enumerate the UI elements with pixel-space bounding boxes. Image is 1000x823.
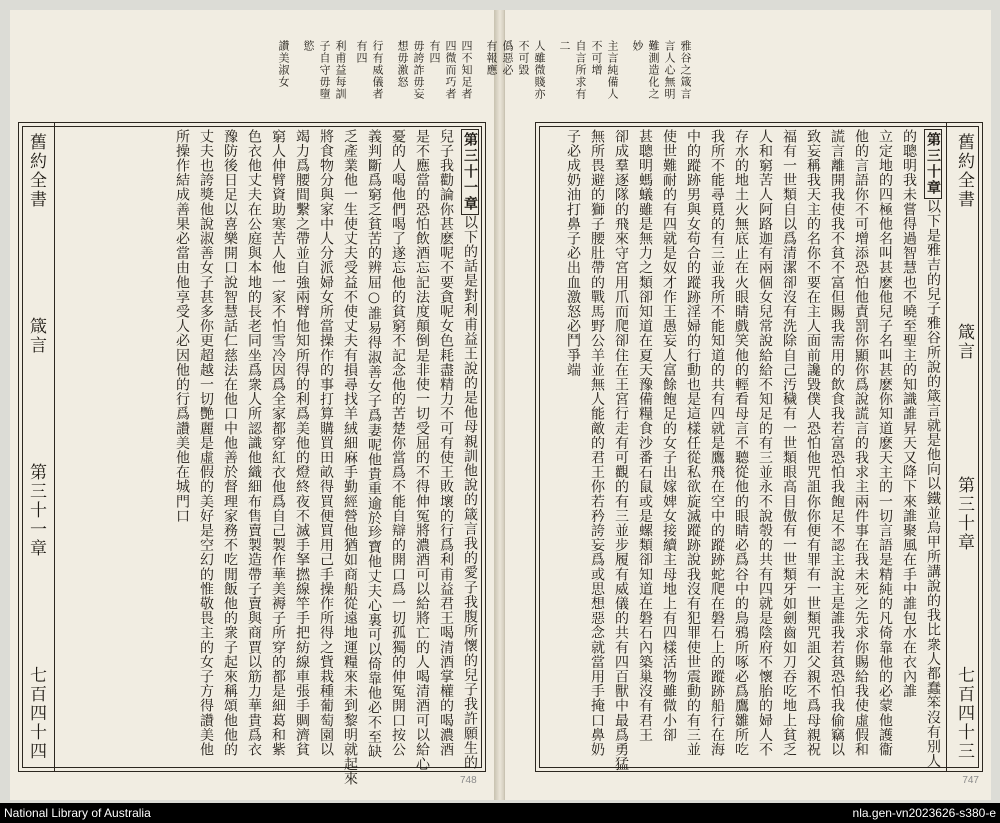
text-line: 的聰明我未嘗得過智慧也不曉至聖主的知識誰昇天又降下來誰聚風在手中誰包水在衣內誰 <box>901 129 917 699</box>
header-note-group <box>278 40 289 120</box>
header-note-line: 自言所求有 <box>574 40 587 100</box>
header-note-line: 讚美淑女 <box>277 40 290 88</box>
header-note-line: 二 <box>558 40 571 52</box>
header-note-group <box>486 40 545 120</box>
text-line: 以下的話是對利甫益王說的是他母親訓他說的箴言我的愛子我腹所懷的兒子我許願生的 <box>462 215 478 770</box>
header-note-line: 行有威儀者 <box>371 40 384 100</box>
text-line: 福有一世類自以爲清潔卻沒有洗除自己汚穢有一世類眼高目傲有一世類牙如劍齒如刀吞吃地上貧乏 <box>781 129 797 757</box>
footer-record-id: nla.gen-vn2023626-s380-e <box>852 806 996 820</box>
header-note-line: 妙 <box>631 40 644 52</box>
text-line: 憂的人喝他們喝了遂忘他的貧窮不記念他的苦楚你當爲不能自辯的開口爲一切孤獨的伸冤開口按公 <box>390 129 406 757</box>
left-chapter-label: 第三十一章 <box>26 463 46 558</box>
body-column <box>456 129 478 770</box>
footer-library-name: National Library of Australia <box>4 806 151 820</box>
header-note-group <box>397 40 472 120</box>
right-header-notes <box>356 40 691 120</box>
chapter-heading: 第三十章 <box>924 129 942 199</box>
text-line: 他的言語你不可增添恐怕他責罰你顯你爲說謊言的我求主兩件事在我未死之先求你賜給我使虛假和 <box>853 129 869 757</box>
right-chapter-label: 第三十章 <box>954 475 974 552</box>
text-line: 乏產業他一生使丈夫受益不使丈夫有損尋找羊絨細麻手勤經營他猶如商船從遠地運糧來未到黎明就起來 <box>342 129 358 786</box>
header-note-line: 想毋激怒 <box>396 40 409 88</box>
left-page-number: 七百四十四 <box>26 666 46 761</box>
header-note-group <box>356 40 383 120</box>
header-note-line: 不可增 <box>590 40 603 76</box>
text-line: 我所不能尋覓的有三並我所不能知道的共有四就是鷹飛在空中的蹤跡蛇爬在磐石上的蹤跡船行在海 <box>709 129 725 757</box>
header-note-line: 四微而巧者 <box>444 40 457 100</box>
text-line: 將食物分與家中人分派婦女所當操作的事打算購買田畝得買便買用己手操作所得之貲栽種葡萄園以 <box>318 129 334 757</box>
header-note-line: 毋誇詐毋妄 <box>412 40 425 100</box>
header-note-line: 子自守毋墮 <box>318 40 331 100</box>
header-note-line: 僞惡必 <box>501 40 514 76</box>
text-line: 窮人伸臂資助寒苦人他一家不怕雪冷因爲全家都穿紅衣他爲自己製作華美褥子所穿的都是細葛和紫 <box>270 129 286 757</box>
right-margin-column <box>946 123 982 771</box>
left-page <box>10 10 497 800</box>
text-line: 子必成奶油打鼻子必出血激怒必鬥爭端 <box>565 129 581 378</box>
right-text-frame <box>535 122 983 772</box>
header-note-line: 四不知足者 <box>460 40 473 100</box>
header-note-line: 言人心無明 <box>663 40 676 100</box>
header-note-line: 慾 <box>302 40 315 52</box>
header-note-line: 人雖微賤亦 <box>533 40 546 100</box>
text-line: 丈夫也誇獎他說淑善女子甚多你更超越一切艷麗是虛假的美好是空幻的惟敬畏主的女子方得讚美他 <box>198 129 214 757</box>
text-line: 以下是雅吉的兒子雅谷所說的箴言就是他向以鐵並烏甲所講說的我比衆人都蠢笨沒有別人 <box>925 199 941 769</box>
right-page-number: 七百四十三 <box>954 665 974 761</box>
header-note-line: 利甫益每訓 <box>334 40 347 100</box>
text-line: 存水的地土火無底止在火眼睛戲笑他的輕看母言不聽從他的眼睛必爲谷中的鳥鴉所啄必爲鷹雛所吃 <box>733 129 749 757</box>
header-note-line: 有報應 <box>485 40 498 76</box>
header-note-group <box>632 40 691 120</box>
footer-bar <box>0 803 1000 823</box>
text-line: 卻成羣逐隊的飛來守宮用爪而爬卻住在王宮行走有可觀的有三並步履有威儀的共有四百獸中最爲勇猛 <box>613 129 629 772</box>
left-pencil-number: 748 <box>460 775 477 786</box>
header-note-line: 不可毀 <box>517 40 530 76</box>
header-note-line: 主言純備人 <box>606 40 619 100</box>
left-section-title: 箴言 <box>26 317 46 355</box>
text-line: 甚聰明螞蟻雖是無力之類卻知道在夏天豫備糧食沙番石鼠或是螺類卻知道在磐石內築巢沒有君王 <box>637 129 653 743</box>
text-line: 所操作結成善果必當由他享受人必因他的行爲讚美他在城門口 <box>174 129 190 524</box>
header-note-group <box>303 40 346 120</box>
header-note-group <box>559 40 618 120</box>
body-column <box>919 129 941 769</box>
text-line: 人和窮苦人阿路迦有兩個女兒常說給給不知足的有三並永不說彀的共有四就是陰府不懷胎的婦人不 <box>757 129 773 757</box>
header-note-line: 有四 <box>355 40 368 64</box>
text-line: 竭力爲腰間繫之帶並自強兩臂他知所得的利爲美他的燈終夜不滅手拏撚線竿手把紡線車張手賙濟貧 <box>294 129 310 757</box>
left-header-notes <box>278 40 346 120</box>
header-note-line: 雅谷之箴言 <box>679 40 692 100</box>
left-book-title: 舊約全書 <box>26 133 46 209</box>
text-line: 無所畏避的獅子腰肚帶的戰馬野公羊並無人能敵的君王你若矜誇妄爲或思想惡念就當用手掩口鼻奶 <box>589 129 605 757</box>
text-line: 致妄稱我天主的名你不要在主人面前讒毀僕人恐怕他咒詛你你便有罪有一世類咒詛父親不爲母親祝 <box>805 129 821 757</box>
right-pencil-number: 747 <box>962 775 979 786</box>
left-margin-column <box>19 123 55 771</box>
header-note-line: 難測造化之 <box>647 40 660 100</box>
text-line: 中的蹤跡男與女苟合的蹤跡淫婦的行動也是這樣任從私欲旋滅蹤跡說我沒有犯罪使世震動的有三並 <box>685 129 701 757</box>
text-line: 義判斷爲窮乏貧苦的辨屈○誰易得淑善女子爲妻呢他貴重逾於珍寶他丈夫心裏可以倚靠他必不至缺 <box>366 129 382 759</box>
header-note-line: 有四 <box>428 40 441 64</box>
text-line: 兒子我勸論你甚麽呢不要貪呢女色耗盡精力不可有使王敗壞的行爲利甫益君王喝清酒掌權的喝濃酒 <box>438 129 454 757</box>
text-line: 豫防後日足以喜樂開口說智慧話仁慈法在他口中他善於督理家務不吃閒飯他的衆子起來稱頌他他的 <box>222 129 238 757</box>
chapter-heading: 第三十一章 <box>461 129 479 215</box>
right-body-text <box>544 129 941 772</box>
text-line: 立定地的四極他名叫甚麽他兒子名叫甚麽你知道麽天主的一切言語是精純的凡倚靠他的必蒙他護衞 <box>877 129 893 757</box>
text-line: 使世難耐的有四就是奴才作王愚妄人富餘飽足的女子出嫁婢女接續主母地上有四樣活物雖微小卻 <box>661 129 677 743</box>
right-book-title: 舊約全書 <box>954 133 974 209</box>
text-line: 謊言離開我使我不貧不富但賜我需用的飲食我若富恐怕我飽足不認主說主是誰我若貧恐怕我偷竊以 <box>829 129 845 757</box>
text-line: 色衣他丈夫在公庭與本地的長老同坐爲衆人所認識他織細布售賣製造帶子賣與商賈以筋力華貴爲衣 <box>246 129 262 757</box>
text-line: 是不應當的恐怕飲酒忘記法度顛倒是非使一切受屈的不得伸冤將濃酒可以給將亡的人喝清酒可以給心 <box>414 129 430 772</box>
right-section-title: 箴言 <box>954 323 974 362</box>
